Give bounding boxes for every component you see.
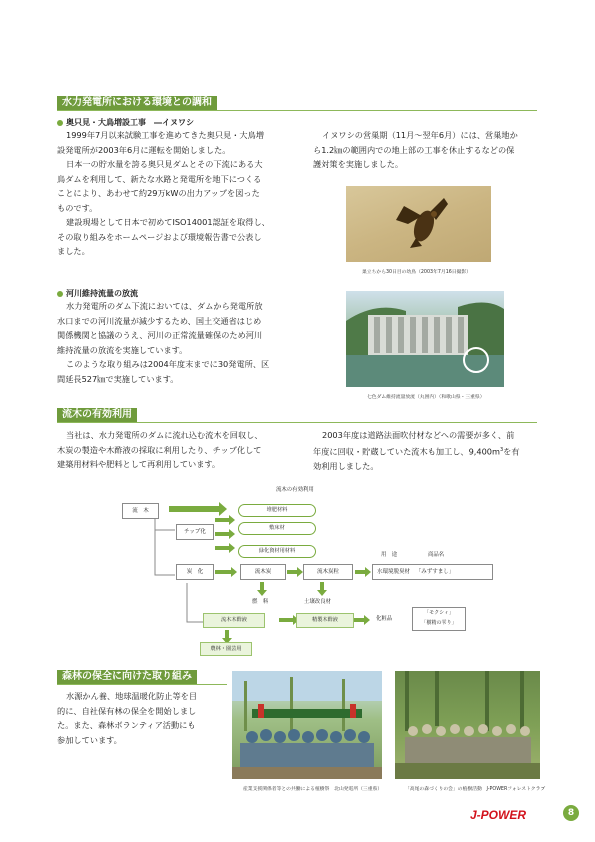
text-line: ことにより、あわせて約29万kWの出力アップを図った — [57, 188, 260, 198]
text-line: 1999年7月以来試験工事を進めてきた奥只見・大鳥増 — [66, 130, 264, 140]
product-text: 「モクシィ」 — [424, 610, 454, 616]
node-fuel: 燃 料 — [252, 599, 269, 605]
group-photo-illustration — [232, 671, 382, 779]
text-line: た。また、森林ボランティア活動にも — [57, 720, 196, 730]
subheading-okutadami — [57, 117, 194, 128]
section-divider — [57, 110, 537, 111]
node-refined: 精製木酢液 — [296, 613, 354, 628]
node-charcoal-grain: 流木炭粒 — [303, 564, 353, 580]
text-line: ものです。 — [57, 202, 98, 213]
node-agri: 農林・園芸用 — [200, 642, 252, 656]
dam-photo — [346, 291, 504, 387]
text-line: 関係機関と協議のうえ、河川の正常流量確保のため河川 — [57, 330, 263, 340]
text-line: 当社は、水力発電所のダムに流れ込む流木を回収し、 — [66, 430, 263, 440]
text-line: 水口までの河川流量が減少するため、国土交通省はじめ — [57, 315, 262, 326]
use-text: 水環境脱臭材 — [377, 569, 411, 575]
node-carbonize: 炭 化 — [176, 564, 214, 580]
forest-body — [57, 689, 227, 747]
node-charcoal: 流木炭 — [240, 564, 286, 580]
text-line: その取り組みをホームページおよび環境報告書で公表し — [57, 231, 262, 242]
node-mulch: 敷床材 — [238, 522, 316, 535]
text-line: 日本一の貯水量を誇る奥只見ダムとその下流にある大 — [66, 159, 263, 169]
dam-illustration — [346, 291, 504, 387]
text-line: 効利用しました。 — [313, 460, 379, 471]
dam-caption: 七色ダム維持流量放流（丸囲内）（和歌山県・三重県） — [367, 395, 485, 400]
text-line: 護対策を実施しました。 — [313, 159, 404, 169]
text-line: 水力発電所のダム下流においては、ダムから発電所放 — [66, 301, 263, 311]
node-cosmetics: 化粧品 — [376, 616, 393, 622]
subheading-text: 河川維持流量の放流 — [66, 289, 138, 298]
text-line — [313, 443, 548, 459]
text-line: ました。 — [57, 246, 90, 256]
node-driftwood: 流 木 — [122, 503, 159, 519]
text-line: 参加しています。 — [57, 734, 122, 745]
text-line: 建設現場として日本で初めてISO14001認証を取得し、 — [66, 217, 270, 227]
section-title-driftwood: 流木の有効利用 — [57, 408, 137, 422]
inuwashi-body — [313, 128, 548, 172]
text-line: 的に、自社保有林の保全を開始しまし — [57, 705, 197, 716]
bullet-icon — [57, 291, 63, 297]
node-soil: 土壌改良材 — [304, 599, 331, 605]
jpower-logo: J-POWER — [470, 808, 527, 822]
text-line: 2003年度は道路法面吹付材などへの需要が多く、前 — [322, 430, 515, 440]
subheading-maintenance-flow — [57, 288, 138, 299]
tree-planting-photo-2 — [395, 671, 540, 779]
text-line: 維持流量の放流を実施しています。 — [57, 344, 188, 355]
eagle-caption: 巣立ちから30日目の幼鳥（2003年7月16日撮影） — [362, 270, 472, 275]
node-cosmetic-products — [412, 607, 466, 631]
eagle-photo — [346, 186, 491, 262]
bullet-icon — [57, 120, 63, 126]
text-line: 建築用材料や肥料として再利用しています。 — [57, 459, 221, 469]
subheading-text: 奥只見・大鳥増設工事 ―イヌワシ — [66, 118, 194, 127]
driftwood-body-right — [313, 428, 548, 473]
product-text: 「樹精の雫り」 — [421, 620, 457, 626]
node-compost: 堆肥材料 — [238, 504, 316, 517]
text-line: イヌワシの営巣期（11月～翌年6月）には、営巣地か — [322, 130, 518, 140]
text-line: このような取り組みは2004年度末までに30発電所、区 — [66, 359, 270, 369]
page-number: 8 — [563, 805, 579, 821]
use-header: 用 途 — [381, 552, 398, 558]
section-title-forest: 森林の保全に向けた取り組み — [57, 670, 197, 684]
node-vinegar: 流木木酢液 — [203, 613, 265, 628]
golden-eagle-illustration — [346, 186, 491, 262]
product-text: 「みずすまし」 — [415, 569, 455, 575]
okutadami-body — [57, 128, 297, 259]
product-header: 商品名 — [428, 552, 445, 558]
text-line: 木炭の製造や木酢液の採取に利用したり、チップ化して — [57, 444, 262, 455]
superscript: 3 — [499, 446, 504, 453]
diagram-title: 流木の有効利用 — [276, 487, 314, 493]
photo1-caption: 産業支援関係者等との共働による植樹祭 北山発電所（三重県） — [243, 787, 383, 792]
node-water-charcoal — [372, 564, 493, 580]
text-line: 間延長527㎞で実施しています。 — [57, 373, 179, 384]
maintenance-flow-body — [57, 299, 297, 386]
tree-planting-photo-1 — [232, 671, 382, 779]
node-spray: 緑化資材用材料 — [238, 545, 316, 558]
text-line: 水源かん養、地球温暖化防止等を目 — [66, 691, 198, 701]
text-line: 設発電所が2003年6月に運転を開始しました。 — [57, 144, 231, 155]
text-span: 年度に回収・貯蔵していた流木も加工し、9,400m — [313, 446, 500, 457]
section-divider — [57, 684, 227, 685]
section-divider — [57, 422, 537, 423]
text-span: を有 — [503, 446, 520, 457]
group-photo-illustration — [395, 671, 540, 779]
driftwood-body-left — [57, 428, 297, 472]
section-title-hydro: 水力発電所における環境との調和 — [57, 96, 217, 110]
text-line: 鳥ダムを利用して、新たな水路と発電所を地下につくる — [57, 173, 262, 184]
photo2-caption: 「高尾の森づくりの会」の植樹活動 J-POWERフォレストクラブ — [405, 787, 546, 792]
text-line: ら1.2㎞の範囲内での地上部の工事を休止するなどの保 — [313, 144, 515, 155]
node-chip: チップ化 — [176, 524, 214, 540]
